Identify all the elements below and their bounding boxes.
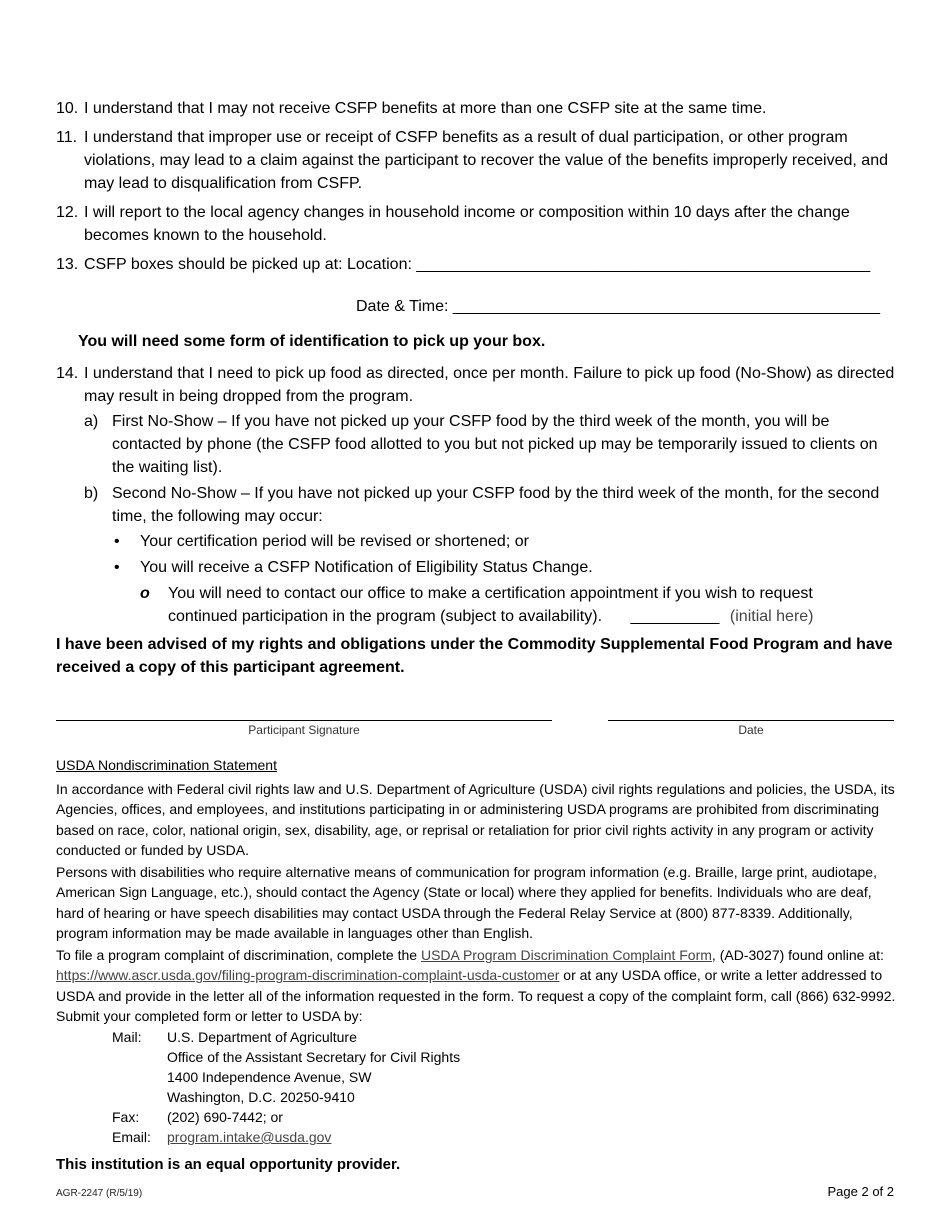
complaint-url-link[interactable]: https://www.ascr.usda.gov/filing-program-discrimination-complaint-usda-customer [56, 967, 560, 984]
signature-label: Participant Signature [248, 723, 360, 737]
id-notice: You will need some form of identification to pick up your box. [78, 333, 546, 350]
sub-bullet-mark: o [140, 585, 150, 602]
sub-item-a: a) First No-Show – If you have not picked up your CSFP food by the third week of the month, you will be contacted by phone (the CSFP food allotted to you but not picked up may be temporarily issued to clients on the waiting list). [84, 413, 878, 476]
agreement-item-12: 12. I will report to the local agency changes in household income or composition within 10 days after the change becomes known to the household. [56, 204, 850, 244]
mail-label: Mail: [112, 1029, 142, 1045]
fax-label: Fax: [112, 1109, 140, 1125]
email-label: Email: [112, 1129, 151, 1145]
agreement-item-11: 11. I understand that improper use or receipt of CSFP benefits as a result of dual participation, or other program violations, may lead to a claim against the participant to recover the value of the benefits improperly received, and may lead to disqualification from CSFP. [56, 129, 888, 192]
bullet-certification-period: • Your certification period will be revised or shortened; or [114, 533, 529, 550]
sub-bullet-appointment: o You will need to contact our office to make a certification appointment if you wish to request continued participation in the program (subject to availability). __________ (initial here) [140, 582, 885, 628]
nondiscrimination-paragraph-3: To file a program complaint of discrimination, complete the USDA Program Discrimination Complaint Form, (AD-3027) found online at: https://www.ascr.usda.gov/filing-program-discrimination-complaint-usda-customer or at any USDA office, or write a letter addressed to USDA and provide in the letter all of the information requested in the form. To request a copy of the complaint form, call (866) 632-9992. Submit your completed form or letter to USDA by: [56, 947, 896, 1024]
date-line[interactable] [608, 720, 894, 721]
bullet-notification: • You will receive a CSFP Notification of Eligibility Status Change. [114, 559, 593, 576]
signature-line[interactable] [56, 720, 552, 721]
initial-blank[interactable]: __________ [630, 608, 720, 625]
agreement-item-14: 14. I understand that I need to pick up food as directed, once per month. Failure to pick up food (No-Show) as directed may result in being dropped from the program. [56, 365, 895, 405]
acknowledgement-statement: I have been advised of my rights and obligations under the Commodity Supplemental Food Program and have received a copy of this participant agreement. [56, 636, 893, 676]
complaint-form-link[interactable]: USDA Program Discrimination Complaint Form [420, 947, 712, 963]
mail-line-1: U.S. Department of Agriculture [167, 1029, 357, 1045]
initial-here-label: (initial here) [729, 608, 814, 625]
form-id: AGR-2247 (R/5/19) [56, 1188, 143, 1199]
mail-line-4: Washington, D.C. 20250-9410 [167, 1089, 355, 1105]
agreement-item-10: 10. I understand that I may not receive CSFP benefits at more than one CSFP site at the same time. [56, 100, 767, 117]
equal-opportunity-statement: This institution is an equal opportunity provider. [56, 1156, 401, 1173]
mail-line-3: 1400 Independence Avenue, SW [167, 1069, 372, 1085]
sub-item-b: b) Second No-Show – If you have not picked up your CSFP food by the third week of the month, for the second time, the following may occur: [84, 485, 880, 525]
nondiscrimination-paragraph-2: Persons with disabilities who require alternative means of communication for program information (e.g. Braille, large print, audiotape, American Sign Language, etc.), should contact the Agency (State or local) where they applied for benefits. Individuals who are deaf, hard of hearing or have speech disabilities may contact USDA through the Federal Relay Service at (800) 877-8339. Additionally, program information may be made available in languages other than English. [56, 864, 877, 941]
page-number: Page 2 of 2 [827, 1184, 894, 1199]
date-label: Date [738, 723, 764, 737]
nondiscrimination-heading: USDA Nondiscrimination Statement [56, 757, 277, 773]
mail-line-2: Office of the Assistant Secretary for Civil Rights [167, 1049, 461, 1065]
date-time-field[interactable]: Date & Time: ________________________________________________ [356, 298, 881, 315]
agreement-item-13: 13. CSFP boxes should be picked up at: Location: ___________________________________________________ [56, 256, 871, 273]
nondiscrimination-paragraph-1: In accordance with Federal civil rights law and U.S. Department of Agriculture (USDA) civil rights regulations and policies, the USDA, its Agencies, offices, and employees, and institutions participating in or administering USDA programs are prohibited from discriminating based on race, color, national origin, sex, disability, age, or reprisal or retaliation for prior civil rights activity in any program or activity conducted or funded by USDA. [56, 781, 895, 858]
fax-number: (202) 690-7442; or [167, 1109, 283, 1125]
email-link[interactable]: program.intake@usda.gov [167, 1129, 332, 1145]
